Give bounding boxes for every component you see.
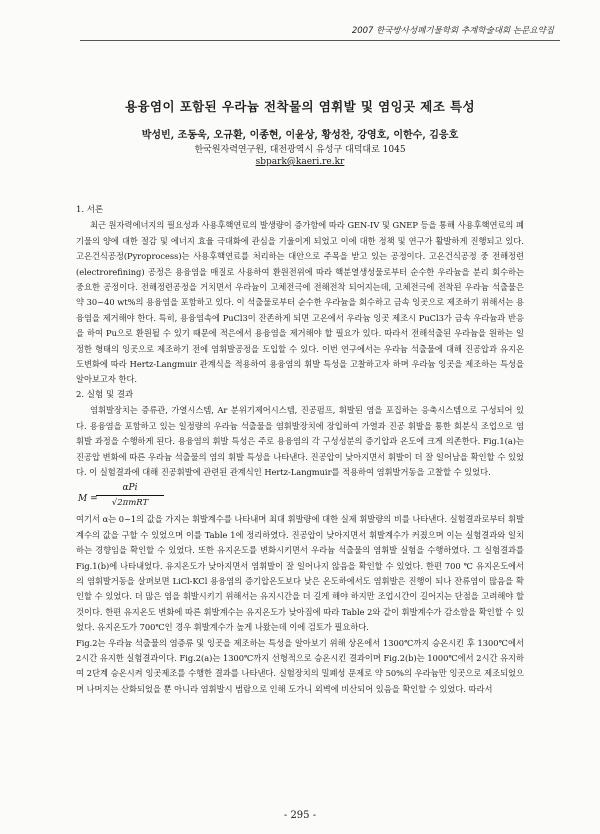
paper-body — [76, 203, 524, 697]
running-header: 2007 한국방사성폐기물학회 추계학술대회 논문요약집 — [351, 26, 554, 36]
affiliation: 한국원자력연구원, 대전광역시 유성구 대덕대로 1045 — [194, 145, 406, 155]
paper-title: 용융염이 포함된 우라늄 전착물의 염휘발 및 염잉곳 제조 특성 — [125, 99, 475, 114]
intro-paragraph: 최근 원자력에너지의 필요성과 사용후핵연료의 발생량이 증가함에 따라 GEN-IV 및 GNEP 등을 통해 사용후핵연료의 폐기물의 양에 대한 절감 및 에너지 효율 극대화에 관심을 기울이게 되었고 이에 대한 정책 및 연구가 활발하게 진행되고 있다. 고온건식공정(Pyroprocess)는 사용후핵연료를 처리하는 대안으로 주목을 받고 있는 공정이다. 고온건식공정 중 전해정련(electrorefining) 공정은 용융염을 매질로 사용하여 환원전위에 따라 핵분열생성물로부터 순수한 우라늄을 분리 회수하는 중요한 공정이다. 전해정련공정을 거치면서 우라늄이 고체전극에 전해전착 되어지는데, 고체전극에 전착된 우라늄 석출물은 약 30~40 wt%의 용융염을 포함하고 있다. 이 석출물로부터 순수한 우라늄을 회수하고 금속 잉곳으로 제조하기 위해서는 용융염을 제거해야 한다. 특히, 용융염속에 PuCl3이 잔존하게 되면 고온에서 우라늄 잉곳 제조시 PuCl3가 금속 우라늄과 반응을 하여 Pu으로 환원될 수 있기 때문에 적은에서 용융염을 제거해야 할 필요가 있다. 따라서 전해석출된 우라늄을 원하는 일정한 형태의 잉곳으로 제조하기 전에 염휘발공정을 도입할 수 있다. 이번 연구에서는 우라늄 석출물에 대해 진공압과 유지온도변화에 따라 Hertz-Langmuir 관계식을 적용하여 용융염의 휘발 특성을 고찰하고자 하며 우라늄 잉곳을 제조하는 특성을 알아보고자 한다. — [76, 220, 524, 385]
equation-denominator: √2πmRT — [111, 498, 149, 509]
hertz-langmuir-equation — [76, 482, 524, 512]
section-heading-intro: 1. 서론 — [76, 205, 104, 215]
equation-fraction — [96, 482, 164, 510]
section-heading-experiment: 2. 실험 및 결과 — [76, 389, 134, 400]
experiment-paragraph-1: 염휘발장치는 증류관, 가열시스템, Ar 분위기제어시스템, 진공펌프, 휘발된 염을 포집하는 응축시스템으로 구성되어 있다. 용융염을 포함하고 있는 일정량의 우라늄 석출물을 염휘발장치에 장입하여 가열과 진공 휘발을 통한 회분식 조업으로 염휘발 과정을 수행하게 된다. 용융염의 휘발 특성은 주로 용융염의 각 구성성분의 증기압과 온도에 크게 의존한다. Fig.1(a)는 진공압 변화에 따른 우라늄 석출물의 염의 휘발 특성을 나타낸다. 진공압이 낮아지면서 휘발이 더 잘 일어남을 확인할 수 있었다. 이 실험결과에 대해 진공휘발에 관련된 관계식인 Hertz-Langmuir를 적용하여 염휘발거동을 고찰할 수 있었다. — [76, 405, 524, 477]
author-list: 박성빈, 조동욱, 오규환, 이종현, 이윤상, 황성찬, 강영호, 이한수, 김응호 — [141, 130, 459, 141]
equation-lhs: M = — [78, 494, 98, 505]
experiment-paragraph-2: 여기서 α는 0~1의 값을 가지는 휘발계수를 나타내며 최대 휘발량에 대한 실제 휘발량의 비를 나타낸다. 실험결과로부터 휘발계수의 값을 구할 수 있었으며 이를 Table 1에 정리하였다. 진공압이 낮아지면서 휘발계수가 커졌으며 이는 실험결과와 일치하는 경향임을 확인할 수 있었다. 또한 유지온도를 변화시키면서 우라늄 석출물의 염휘발 실험을 수행하였다. 그 실험결과를 Fig.1(b)에 나타내었다. 유지온도가 낮아지면서 염휘발이 잘 일어나지 않음을 확인할 수 있었다. 한편 700 ℃ 유지온도에서의 염휘발거동을 살펴보면 LiCl-KCl 용융염의 증기압온도보다 낮은 온도하에서도 염휘발은 진행이 되나 잔류염이 많음을 확인할 수 있었다. 더 많은 염을 휘발시키기 위해서는 유지시간을 더 길게 해야 하지만 조업시간이 길어지는 단점을 고려해야 할 것이다. 한편 유지온도 변화에 따른 휘발계수는 유지온도가 낮아짐에 따라 Table 2와 같이 휘발계수가 감소함을 확인할 수 있었다. 유지온도가 700℃인 경우 휘발계수가 높게 나왔는데 이에 검토가 필요하다. — [76, 514, 524, 633]
page-number: - 295 - — [283, 810, 317, 821]
email-link[interactable]: sbpark@kaeri.re.kr — [255, 157, 345, 167]
fraction-bar — [96, 495, 164, 496]
equation-numerator: αPi — [122, 483, 138, 494]
experiment-paragraph-3: Fig.2는 우라늄 석출물의 염증류 및 잉곳을 제조하는 특성을 알아보기 위해 상온에서 1300℃까지 승온시킨 후 1300℃에서 2시간 유지한 실험결과이다. Fig.2(a)는 1300℃까지 선형적으로 승온시킨 결과이며 Fig.2(b)는 1000℃에서 2시간 유지하여 2단계 승온시켜 잉곳제조를 수행한 결과를 나타낸다. 실험장치의 밀폐성 문제로 약 50%의 우라늄만 잉곳으로 제조되었으며 나머지는 산화되었을 뿐 아니라 염휘발시 범람으로 인해 도가니 외벽에 비산되어 있음을 확인할 수 있었다. 따라서 — [76, 637, 524, 694]
header-rule — [80, 40, 560, 41]
